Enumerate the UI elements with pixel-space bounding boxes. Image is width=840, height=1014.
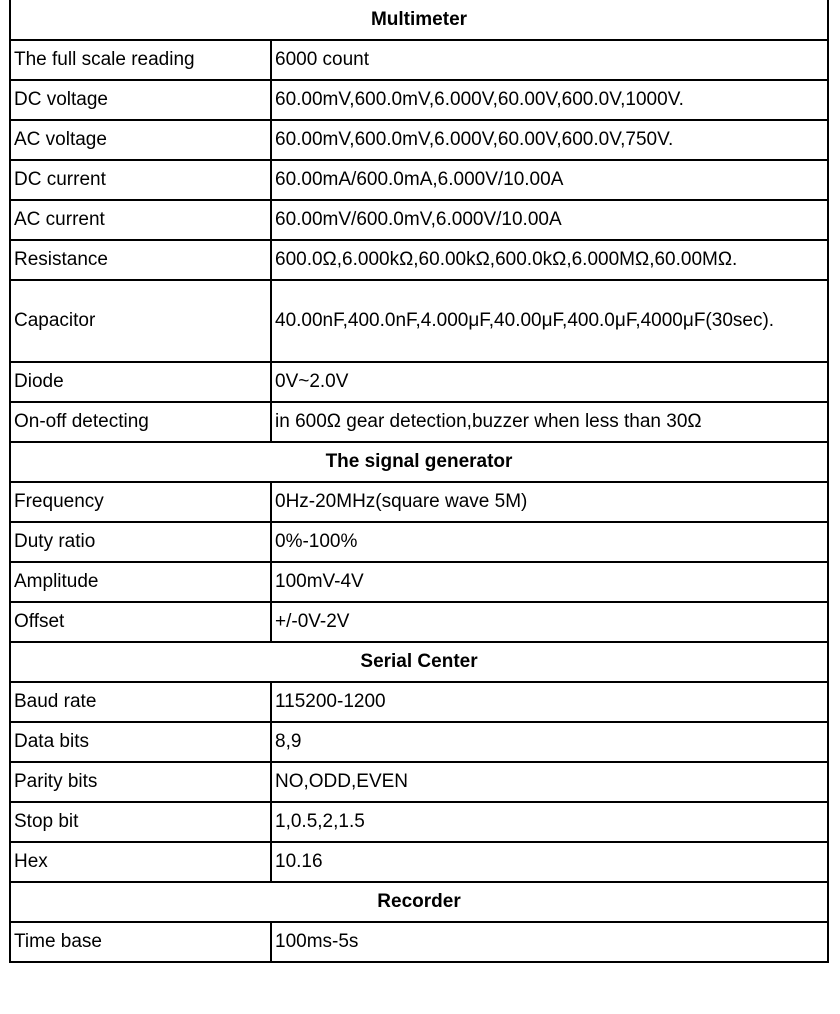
row-label: Amplitude [10,562,271,602]
row-label: Stop bit [10,802,271,842]
row-label: AC voltage [10,120,271,160]
section-title-recorder: Recorder [10,882,828,922]
table-row [10,922,828,962]
row-label: The full scale reading [10,40,271,80]
table-row [10,602,828,642]
row-label: Capacitor [10,280,271,362]
row-value: 6000 count [271,40,828,80]
table-row [10,802,828,842]
row-value: 60.00mV/600.0mV,6.000V/10.00A [271,200,828,240]
row-value: NO,ODD,EVEN [271,762,828,802]
row-label: AC current [10,200,271,240]
table-row [10,482,828,522]
section-header-row [10,0,828,40]
row-value: 115200-1200 [271,682,828,722]
row-value: 0Hz-20MHz(square wave 5M) [271,482,828,522]
row-value: 1,0.5,2,1.5 [271,802,828,842]
row-label: Time base [10,922,271,962]
spec-table [9,0,829,963]
table-row [10,40,828,80]
section-header-row [10,882,828,922]
table-row [10,80,828,120]
table-row [10,362,828,402]
row-value: in 600Ω gear detection,buzzer when less than 30Ω [271,402,828,442]
row-label: Data bits [10,722,271,762]
table-row [10,160,828,200]
row-value: 60.00mV,600.0mV,6.000V,60.00V,600.0V,750V. [271,120,828,160]
row-value: 600.0Ω,6.000kΩ,60.00kΩ,600.0kΩ,6.000MΩ,60.00MΩ. [271,240,828,280]
section-title-serial-center: Serial Center [10,642,828,682]
table-row [10,200,828,240]
section-title-signal-generator: The signal generator [10,442,828,482]
row-label: Frequency [10,482,271,522]
row-value: 100mV-4V [271,562,828,602]
row-label: DC voltage [10,80,271,120]
row-value: 0V~2.0V [271,362,828,402]
section-header-row [10,642,828,682]
row-label: Offset [10,602,271,642]
table-row [10,722,828,762]
table-row [10,562,828,602]
table-row [10,240,828,280]
table-row [10,842,828,882]
row-label: DC current [10,160,271,200]
row-value: 100ms-5s [271,922,828,962]
row-value: 60.00mV,600.0mV,6.000V,60.00V,600.0V,1000V. [271,80,828,120]
table-row [10,522,828,562]
row-value: 40.00nF,400.0nF,4.000μF,40.00μF,400.0μF,4000μF(30sec). [271,280,828,362]
row-label: Duty ratio [10,522,271,562]
section-header-row [10,442,828,482]
table-row [10,762,828,802]
row-value: 60.00mA/600.0mA,6.000V/10.00A [271,160,828,200]
row-label: Hex [10,842,271,882]
row-label: On-off detecting [10,402,271,442]
table-row [10,120,828,160]
row-label: Baud rate [10,682,271,722]
row-label: Parity bits [10,762,271,802]
section-title-multimeter: Multimeter [10,0,828,40]
row-value: 10.16 [271,842,828,882]
row-value: +/-0V-2V [271,602,828,642]
row-value: 8,9 [271,722,828,762]
table-row [10,402,828,442]
row-label: Diode [10,362,271,402]
table-row [10,280,828,362]
table-row [10,682,828,722]
row-label: Resistance [10,240,271,280]
row-value: 0%-100% [271,522,828,562]
